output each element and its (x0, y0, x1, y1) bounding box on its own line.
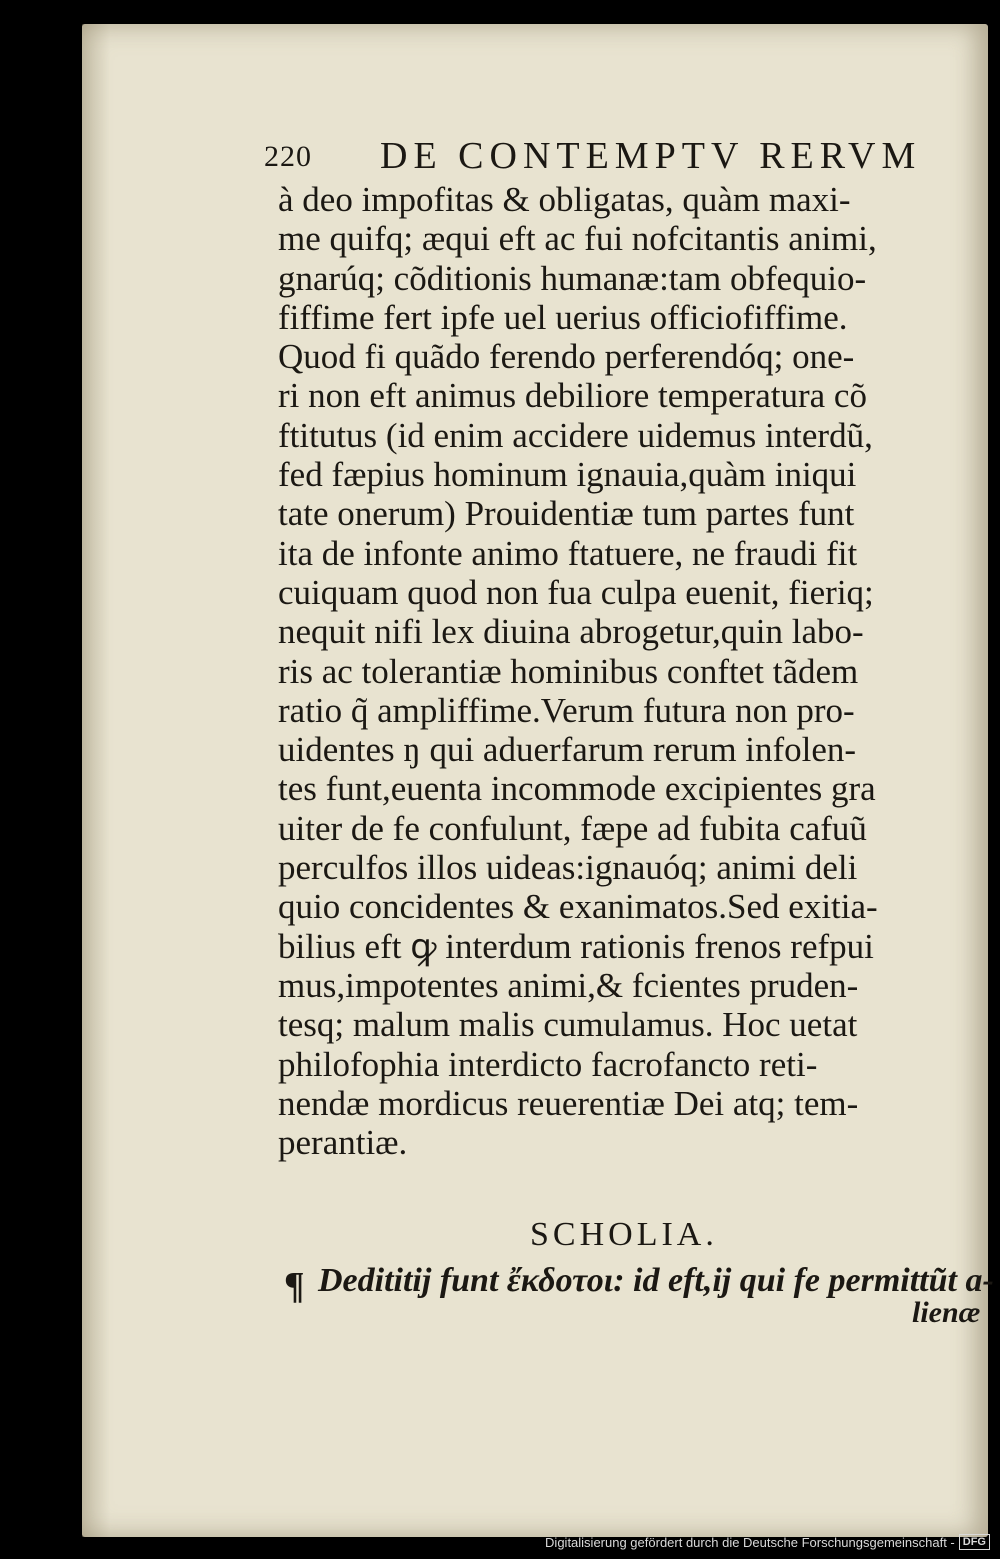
text-line: fiffime fert ipfe uel uerius officiofiffime. (278, 297, 848, 337)
text-line: mus,impotentes animi,& fcientes pruden- (278, 965, 859, 1005)
text-line: uidentes ŋ qui aduerfarum rerum infolen- (278, 730, 857, 770)
scholia-heading: SCHOLIA. (530, 1216, 718, 1253)
text-line: ris ac tolerantiæ hominibus conftet tãdem (278, 651, 859, 691)
catchword: lienæ (912, 1296, 981, 1329)
text-line: nequit nifi lex diuina abrogetur,quin labo- (278, 612, 864, 652)
text-line: tate onerum) Prouidentiæ tum partes funt (278, 494, 855, 534)
text-line: nendæ mordicus reuerentiæ Dei atq; tem- (278, 1083, 859, 1123)
pilcrow-mark: ¶ (284, 1265, 305, 1307)
text-line: gnarúq; cõditionis humanæ:tam obfequio- (278, 258, 867, 298)
text-line: ftitutus (id enim accidere uidemus interdũ, (278, 415, 873, 455)
text-line: cuiquam quod non fua culpa euenit, fieriq; (278, 572, 874, 612)
digitization-footer (545, 1531, 990, 1553)
text-line: à deo impofitas & obligatas, quàm maxi- (278, 180, 851, 219)
text-line: ri non eft animus debiliore temperatura cõ (278, 376, 867, 416)
text-line: tesq; malum malis cumulamus. Hoc uetat (278, 1005, 858, 1045)
text-line: me quifq; æqui eft ac fui nofcitantis animi, (278, 219, 877, 259)
main-text-block (278, 180, 978, 1162)
page-number: 220 (264, 140, 312, 173)
text-line: philofophia interdicto facrofancto reti- (278, 1044, 818, 1084)
dfg-logo: DFG (959, 1534, 990, 1550)
text-line: fed fæpius hominum ignauia,quàm iniqui (278, 455, 857, 495)
text-line: bilius eft ꝙ interdum rationis frenos refpui (278, 926, 874, 966)
text-line: ratio q̃ ampliffime.Verum futura non pro- (278, 690, 855, 730)
funding-credit: Digitalisierung gefördert durch die Deutsche Forschungsgemeinschaft - (545, 1534, 955, 1550)
text-line: perantiæ. (278, 1123, 408, 1163)
text-line: uiter de fe confulunt, fæpe ad fubita cafuũ (278, 808, 867, 848)
running-head-title: DE CONTEMPTV RERVM (380, 135, 922, 177)
running-head (264, 134, 954, 182)
page-gutter-shadow (82, 24, 110, 1537)
text-line: tes funt,euenta incommode excipientes gra (278, 769, 876, 809)
text-line: quio concidentes & exanimatos.Sed exitia- (278, 887, 878, 927)
text-line: Quod fi quãdo ferendo perferendóq; one- (278, 337, 855, 377)
text-line: ita de infonte animo ftatuere, ne fraudi fit (278, 533, 858, 573)
scholia-text-line: Dedititij funt ἔκδοτοι: id eft,ij qui fe permittũt a- (318, 1262, 994, 1299)
text-line: perculfos illos uideas:ignauóq; animi deli (278, 848, 858, 888)
